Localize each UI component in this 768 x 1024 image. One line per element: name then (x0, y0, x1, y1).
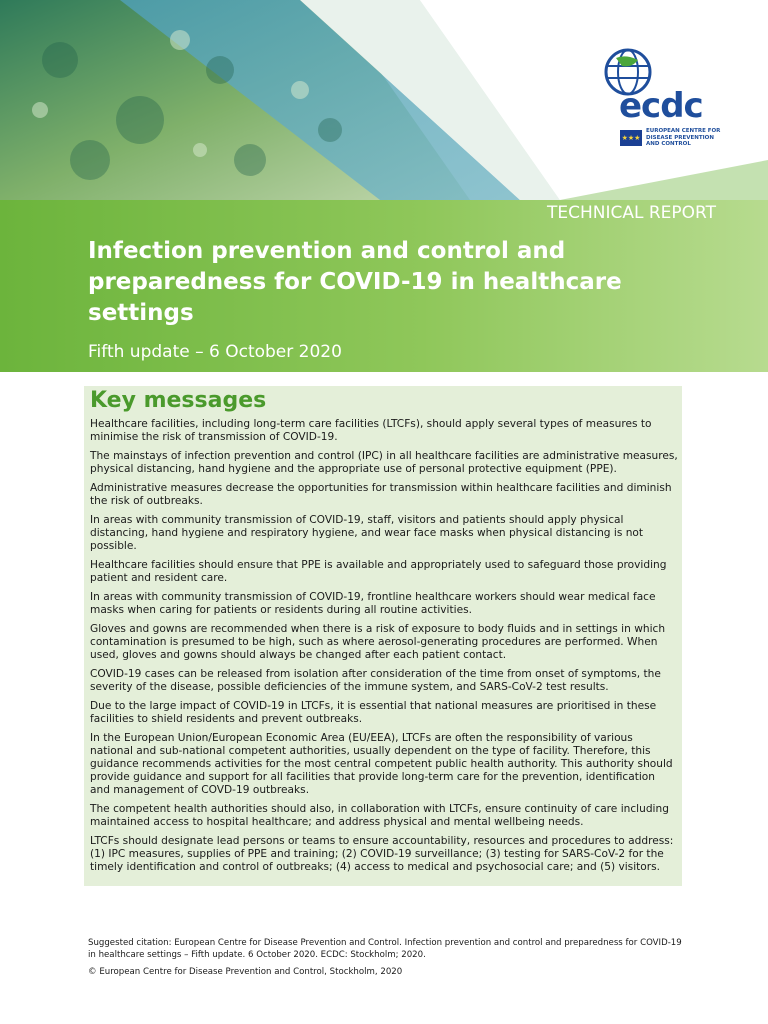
footer (88, 938, 688, 985)
key-message: Gloves and gowns are recommended when there is a risk of exposure to body fluids and in settings in which contamination is presumed to be high, such as where aerosol-generating procedures are performed. When used, gloves and gowns should always be changed after each patient contact. (90, 623, 666, 661)
page-subtitle: Fifth update – 6 October 2020 (88, 342, 342, 362)
logo-org-line: AND CONTROL (646, 141, 691, 147)
copyright-notice: © European Centre for Disease Prevention and Control, Stockholm, 2020 (88, 967, 403, 977)
key-message: Healthcare facilities, including long-term care facilities (LTCFs), should apply several types of measures to minimise the risk of transmission of COVID-19. (90, 418, 652, 443)
logo-acronym: ecdc (619, 86, 703, 126)
key-message: The mainstays of infection prevention and control (IPC) in all healthcare facilities are administrative measures, physical distancing, hand hygiene and the appropriate use of personal protective equipment (PPE). (90, 450, 678, 475)
suggested-citation: Suggested citation: European Centre for Disease Prevention and Control. Infection prevention and control and preparedness for COVID-19 in healthcare settings – Fifth update. 6 October 2020. ECDC: Stockholm; 2020. (88, 938, 682, 960)
key-message: In areas with community transmission of COVID-19, staff, visitors and patients should apply physical distancing, hand hygiene and respiratory hygiene, and wear face masks when physical distancing is not possible. (90, 514, 644, 552)
title-band (0, 200, 768, 372)
key-message: The competent health authorities should also, in collaboration with LTCFs, ensure continuity of care including maintained access to hospital healthcare; and address physical and mental wellbeing needs. (90, 802, 669, 828)
logo-org-line: EUROPEAN CENTRE FOR (646, 128, 721, 134)
key-messages-heading: Key messages (90, 388, 267, 413)
eu-stars-icon: ★★★ (621, 134, 641, 142)
key-message: Administrative measures decrease the opportunities for transmission within healthcare facilities and diminish the risk of outbreaks. (90, 482, 672, 507)
key-message: COVID-19 cases can be released from isolation after consideration of the time from onset of symptoms, the severity of the disease, possible deficiencies of the immune system, and SARS-CoV-2 test results. (90, 668, 661, 694)
ecdc-logo (594, 46, 744, 156)
logo-org-line: DISEASE PREVENTION (646, 134, 714, 141)
key-message: In areas with community transmission of COVID-19, frontline healthcare workers should wear medical face masks when caring for patients or residents during all routine activities. (90, 591, 656, 617)
key-message: Due to the large impact of COVID-19 in LTCFs, it is essential that national measures are prioritised in these facilities to shield residents and prevent outbreaks. (90, 700, 657, 726)
key-message: Healthcare facilities should ensure that PPE is available and appropriately used to safeguard those providing patient and resident care. (90, 559, 667, 584)
header-banner (0, 0, 768, 200)
key-message: In the European Union/European Economic Area (EU/EEA), LTCFs are often the responsibility of various national and sub-national competent authorities, usually dependent on the type of facility. Therefore, this guidance recommends activities for the most central competent public health authority. This authority should provide guidance and support for all facilities that provide long-term care for the prevention, identification and management of COVD-19 outbreaks. (90, 732, 673, 796)
page-title: Infection prevention and control and preparedness for COVID-19 in healthcare settings (88, 238, 622, 326)
report-type-label: TECHNICAL REPORT (546, 203, 716, 223)
key-messages-box (84, 386, 682, 886)
eu-flag (620, 130, 642, 146)
key-message: LTCFs should designate lead persons or teams to ensure accountability, resources and procedures to address: (1) IPC measures, supplies of PPE and training; (2) COVID-19 surveillance; (3) testing for SARS-CoV-2 for the timely identification and control of outbreaks; (4) access to medical and psychosocial care; and (5) visitors. (90, 835, 674, 873)
logo-org-name (646, 128, 746, 148)
